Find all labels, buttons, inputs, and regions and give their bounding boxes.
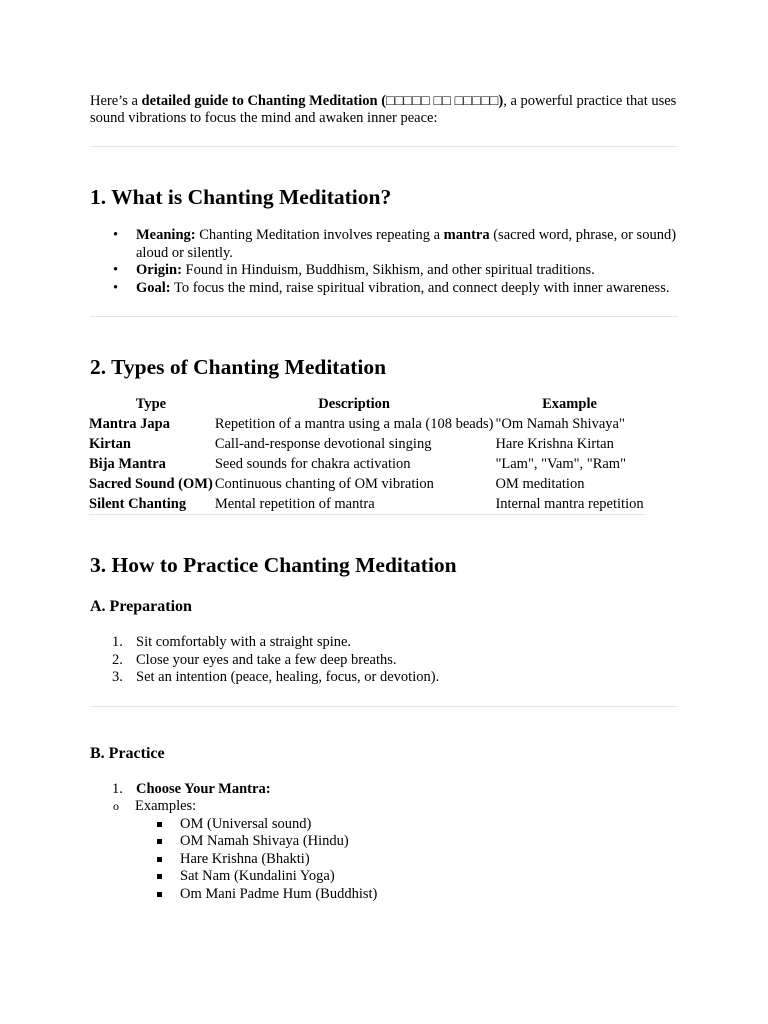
column-header: Example <box>542 396 597 412</box>
circle-bullet-icon: o <box>113 799 119 813</box>
table-row <box>89 474 646 494</box>
section-1-list <box>90 227 678 297</box>
example-text: Om Mani Padme Hum (Buddhist) <box>180 885 378 902</box>
item-label: Meaning: <box>136 227 196 243</box>
table-cell: Sacred Sound (OM) <box>89 476 213 492</box>
square-bullet-icon <box>157 822 162 827</box>
sub-label: Examples: <box>135 798 197 814</box>
table-cell: Mantra Japa <box>89 416 170 432</box>
item-label: Origin: <box>136 262 182 278</box>
list-item <box>112 780 678 799</box>
table-cell: Mental repetition of mantra <box>215 494 496 515</box>
practice-steps <box>90 781 678 799</box>
table-cell: Call-and-response devotional singing <box>214 436 432 452</box>
item-text: Chanting Meditation involves repeating a <box>195 227 444 243</box>
table-cell: Internal mantra repetition <box>495 494 645 515</box>
list-item <box>113 279 678 298</box>
preparation-heading: A. Preparation <box>90 598 192 615</box>
bullet-icon: • <box>113 262 119 278</box>
table-cell: Continuous chanting of OM vibration <box>214 476 434 492</box>
square-bullet-icon <box>157 839 162 844</box>
list-item <box>180 886 678 904</box>
divider <box>90 316 678 317</box>
step-number: 1. <box>112 634 123 650</box>
item-text: Found in Hinduism, Buddhism, Sikhism, and other spiritual traditions. <box>181 262 595 278</box>
practice-heading: B. Practice <box>90 744 165 762</box>
example-text: OM Namah Shivaya (Hindu) <box>180 833 349 849</box>
table-cell: Repetition of a mantra using a mala (108 beads) <box>214 416 494 432</box>
step-number: 2. <box>112 651 123 668</box>
divider <box>90 706 678 707</box>
types-table <box>89 394 646 515</box>
intro-bold: detailed guide to Chanting Meditation (□□□□□ □□ □□□□□) <box>141 93 504 109</box>
list-item <box>113 262 678 280</box>
sub-list-item <box>90 798 678 816</box>
section-1-heading: 1. What is Chanting Meditation? <box>90 185 392 209</box>
table-cell: Kirtan <box>89 436 131 452</box>
item-text: (sacred word, phrase, or sound) aloud or silently. <box>136 227 677 261</box>
step-number: 1. <box>112 780 123 797</box>
example-text: Hare Krishna (Bhakti) <box>180 850 310 867</box>
step-text: Close your eyes and take a few deep breaths. <box>136 651 397 668</box>
bullet-icon: • <box>113 227 119 243</box>
examples-list <box>90 816 678 904</box>
item-bold: mantra <box>443 227 490 243</box>
document-content <box>90 93 678 903</box>
bullet-icon: • <box>113 279 119 296</box>
intro-prefix: Here’s a <box>90 93 142 109</box>
divider <box>90 146 678 147</box>
table-row <box>89 434 646 454</box>
table-cell: "Om Namah Shivaya" <box>495 416 625 432</box>
table-row <box>89 414 646 434</box>
section-3-heading: 3. How to Practice Chanting Meditation <box>90 553 457 577</box>
list-item <box>180 868 678 886</box>
section-2-heading: 2. Types of Chanting Meditation <box>90 355 387 379</box>
list-item <box>180 851 678 869</box>
table-row <box>89 454 646 474</box>
table-cell: Bija Mantra <box>89 456 166 472</box>
list-item <box>112 651 678 670</box>
item-label: Goal: <box>136 279 171 296</box>
step-number: 3. <box>112 669 123 685</box>
intro-paragraph <box>90 93 678 127</box>
table-row <box>89 494 646 515</box>
square-bullet-icon <box>157 874 162 879</box>
list-item <box>180 833 678 851</box>
list-item <box>180 816 678 834</box>
intro-suffix: , a powerful practice that uses sound vibrations to focus the mind and awaken inner peace: <box>90 93 677 126</box>
list-item <box>112 669 678 687</box>
list-item <box>113 227 678 262</box>
table-cell: Silent Chanting <box>89 494 215 515</box>
table-header-row <box>89 394 646 414</box>
step-text: Sit comfortably with a straight spine. <box>136 634 352 650</box>
example-text: OM (Universal sound) <box>180 815 312 832</box>
step-text: Set an intention (peace, healing, focus, or devotion). <box>136 669 440 685</box>
square-bullet-icon <box>157 892 162 897</box>
step-label: Choose Your Mantra: <box>136 780 271 797</box>
square-bullet-icon <box>157 857 162 862</box>
table-cell: Hare Krishna Kirtan <box>495 436 614 452</box>
column-header: Description <box>318 396 390 412</box>
example-text: Sat Nam (Kundalini Yoga) <box>180 868 335 884</box>
column-header: Type <box>135 396 167 412</box>
list-item <box>112 634 678 652</box>
table-cell: OM meditation <box>495 476 585 492</box>
table-cell: Seed sounds for chakra activation <box>214 456 411 472</box>
item-text: To focus the mind, raise spiritual vibration, and connect deeply with inner awareness. <box>170 279 670 296</box>
table-cell: "Lam", "Vam", "Ram" <box>495 456 627 472</box>
preparation-steps <box>90 634 678 687</box>
